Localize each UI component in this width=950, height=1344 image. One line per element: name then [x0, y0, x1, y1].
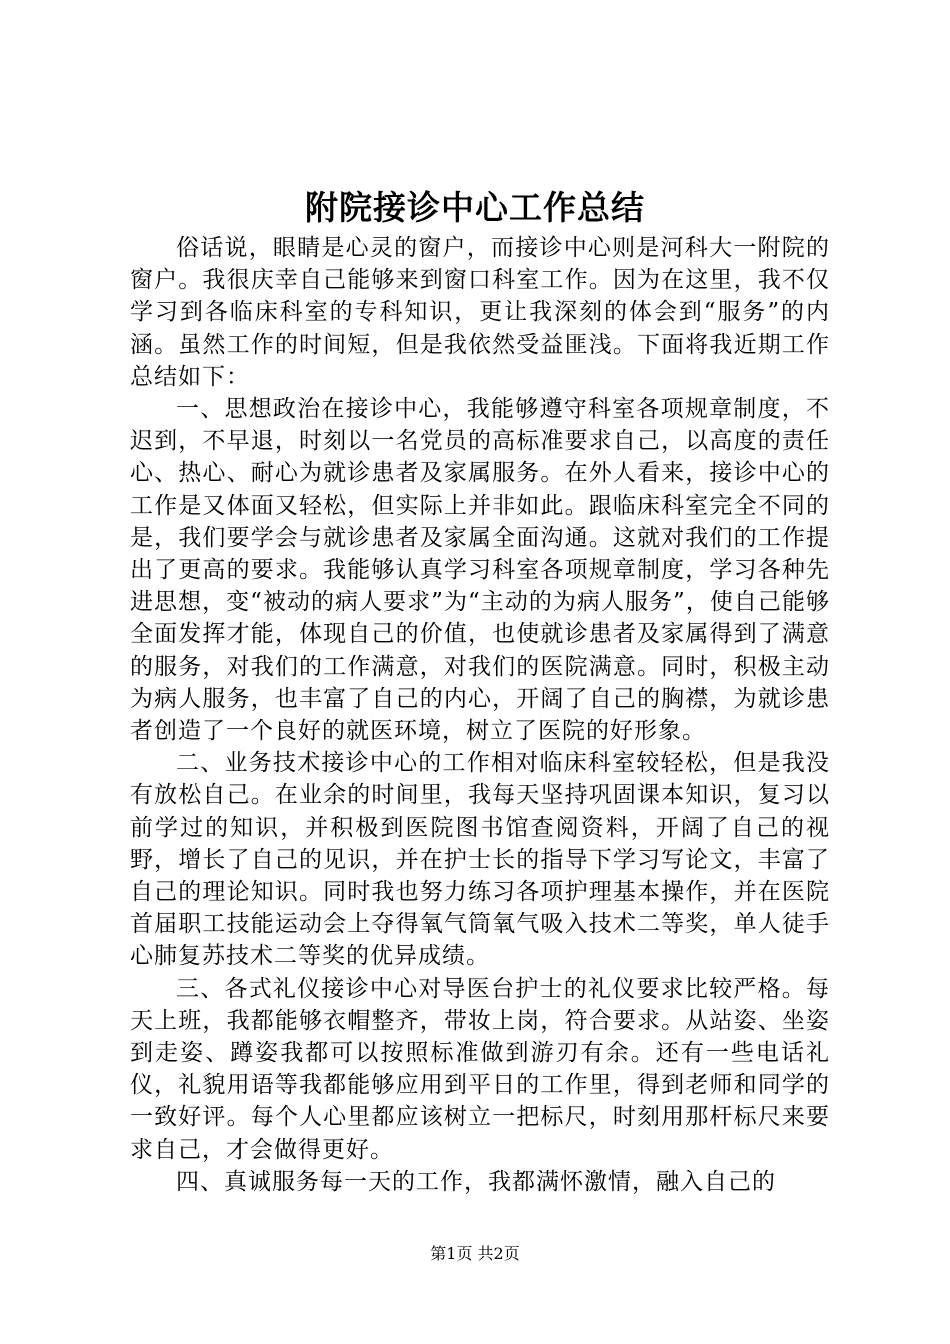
document-title: 附院接诊中心工作总结: [305, 188, 645, 227]
paragraph-etiquette: 三、各式礼仪接诊中心对导医台护士的礼仪要求比较严格。每天上班，我都能够衣帽整齐，带妆上岗，符合要求。从站姿、坐姿到走姿、蹲姿我都可以按照标准做到游刃有余。还有一些电话礼仪，礼貌用语等我都能够应用到平日的工作里，得到老师和同学的一致好评。每个人心里都应该树立一把标尺，时刻用那杆标尺来要求自己，才会做得更好。: [130, 975, 830, 1163]
paragraph-technical: 二、业务技术接诊中心的工作相对临床科室较轻松，但是我没有放松自己。在业余的时间里，我每天坚持巩固课本知识，复习以前学过的知识，并积极到医院图书馆查阅资料，开阔了自己的视野，增长了自己的见识，并在护士长的指导下学习写论文，丰富了自己的理论知识。同时我也努力练习各项护理基本操作，并在医院首届职工技能运动会上夺得氧气筒氧气吸入技术二等奖，单人徒手心肺复苏技术二等奖的优异成绩。: [130, 750, 830, 970]
page-number-footer: 第1页 共2页: [430, 1244, 520, 1263]
paragraph-intro: 俗话说，眼睛是心灵的窗户，而接诊中心则是河科大一附院的窗户。我很庆幸自己能够来到窗口科室工作。因为在这里，我不仅学习到各临床科室的专科知识，更让我深刻的体会到“服务”的内涵。虽然工作的时间短，但是我依然受益匪浅。下面将我近期工作总结如下：: [130, 235, 830, 390]
document-body: [130, 232, 830, 1198]
paragraph-political: 一、思想政治在接诊中心，我能够遵守科室各项规章制度，不迟到，不早退，时刻以一名党员的高标准要求自己，以高度的责任心、热心、耐心为就诊患者及家属服务。在外人看来，接诊中心的工作是又体面又轻松，但实际上并非如此。跟临床科室完全不同的是，我们要学会与就诊患者及家属全面沟通。这就对我们的工作提出了更高的要求。我能够认真学习科室各项规章制度，学习各种先进思想，变“被动的病人要求”为“主动的为病人服务”，使自己能够全面发挥才能，体现自己的价值，也使就诊患者及家属得到了满意的服务，对我们的工作满意，对我们的医院满意。同时，积极主动为病人服务，也丰富了自己的内心，开阔了自己的胸襟，为就诊患者创造了一个良好的就医环境，树立了医院的好形象。: [130, 396, 830, 745]
paragraph-service: 四、真诚服务每一天的工作，我都满怀激情，融入自己的: [176, 1168, 776, 1195]
